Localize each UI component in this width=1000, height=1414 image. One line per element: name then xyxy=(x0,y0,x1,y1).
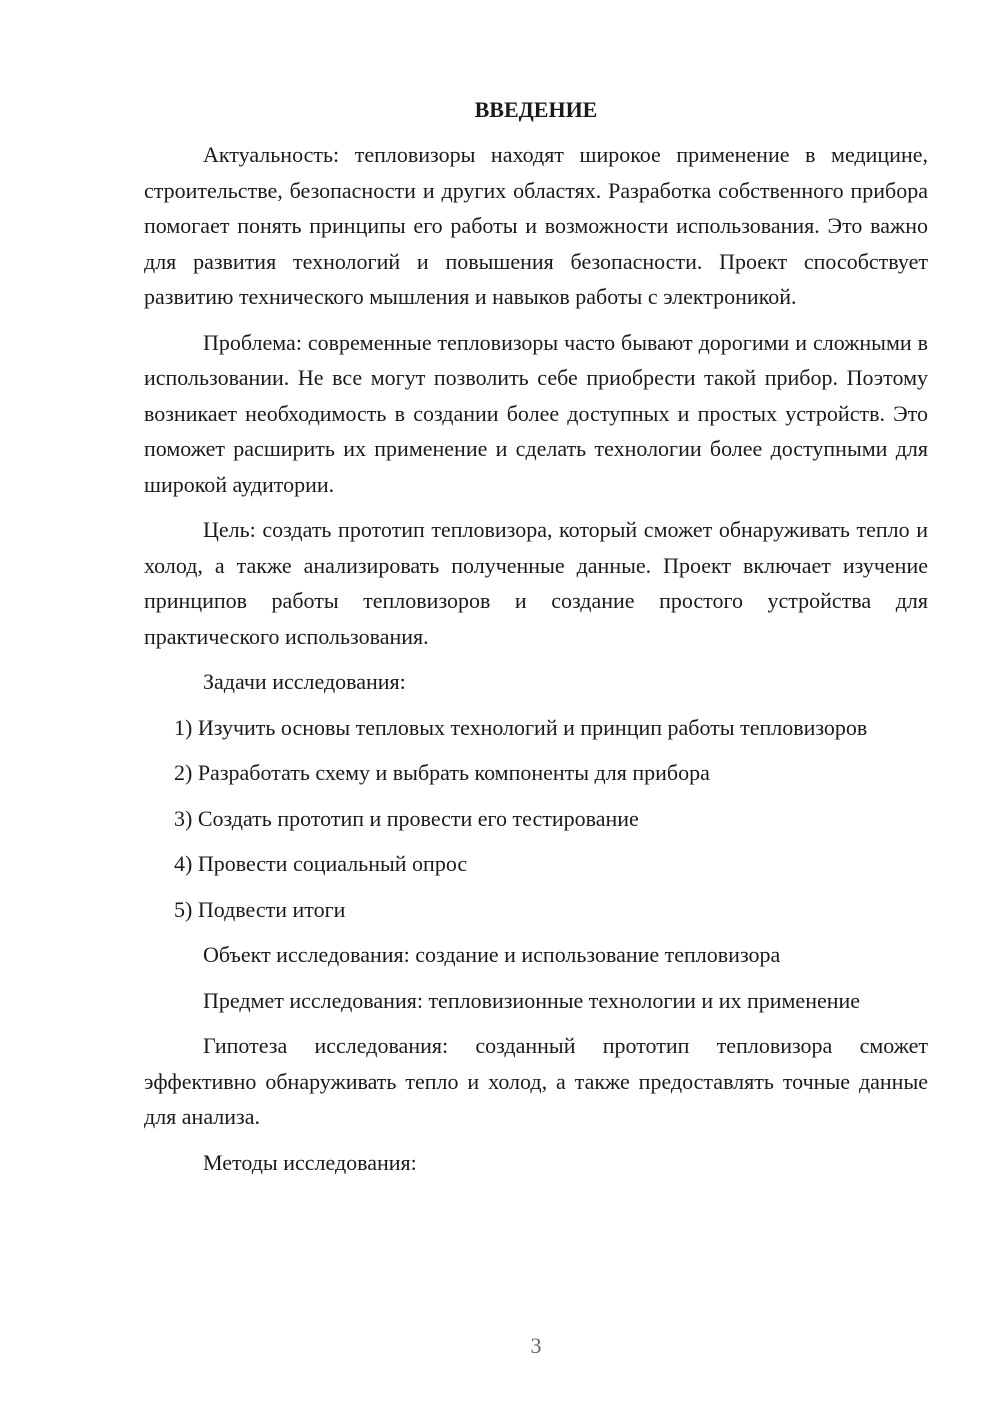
hypothesis-paragraph: Гипотеза исследования: созданный прототип тепловизора сможет эффективно обнаруживать тепло и холод, а также предоставлять точные данные для анализа. xyxy=(144,1033,928,1129)
task-item: 5) Подвести итоги xyxy=(174,896,346,922)
task-item: 4) Провести социальный опрос xyxy=(174,851,468,876)
goal-paragraph: Цель: создать прототип тепловизора, который сможет обнаруживать тепло и холод, а также анализировать полученные данные. Проект включает изучение принципов работы тепловизоров и создание простого устройства для практического использования. xyxy=(144,517,928,649)
document-page xyxy=(144,95,928,1190)
page-number: 3 xyxy=(530,1333,542,1358)
task-item: 2) Разработать схему и выбрать компоненты для прибора xyxy=(174,760,710,785)
section-title: ВВЕДЕНИЕ xyxy=(474,97,598,122)
subject-paragraph: Предмет исследования: тепловизионные технологии и их применение xyxy=(203,987,861,1013)
relevance-paragraph: Актуальность: тепловизоры находят широкое применение в медицине, строительстве, безопасности и других областях. Разработка собственного прибора помогает понять принципы его работы и возможности использования. Это важно для развития технологий и повышения безопасности. Проект способствует развитию технического мышления и навыков работы с электроникой. xyxy=(144,142,928,309)
methods-heading: Методы исследования: xyxy=(203,1149,417,1175)
problem-paragraph: Проблема: современные тепловизоры часто бывают дорогими и сложными в использовании. Не все могут позволить себе приобрести такой прибор. Поэтому возникает необходимость в создании более доступных и простых устройств. Это поможет расширить их применение и сделать технологии более доступными для широкой аудитории. xyxy=(144,329,928,497)
tasks-heading: Задачи исследования: xyxy=(203,669,406,694)
object-paragraph: Объект исследования: создание и использование тепловизора xyxy=(203,942,781,967)
task-item: 3) Создать прототип и провести его тестирование xyxy=(174,805,639,831)
task-item: 1) Изучить основы тепловых технологий и принцип работы тепловизоров xyxy=(174,714,868,740)
